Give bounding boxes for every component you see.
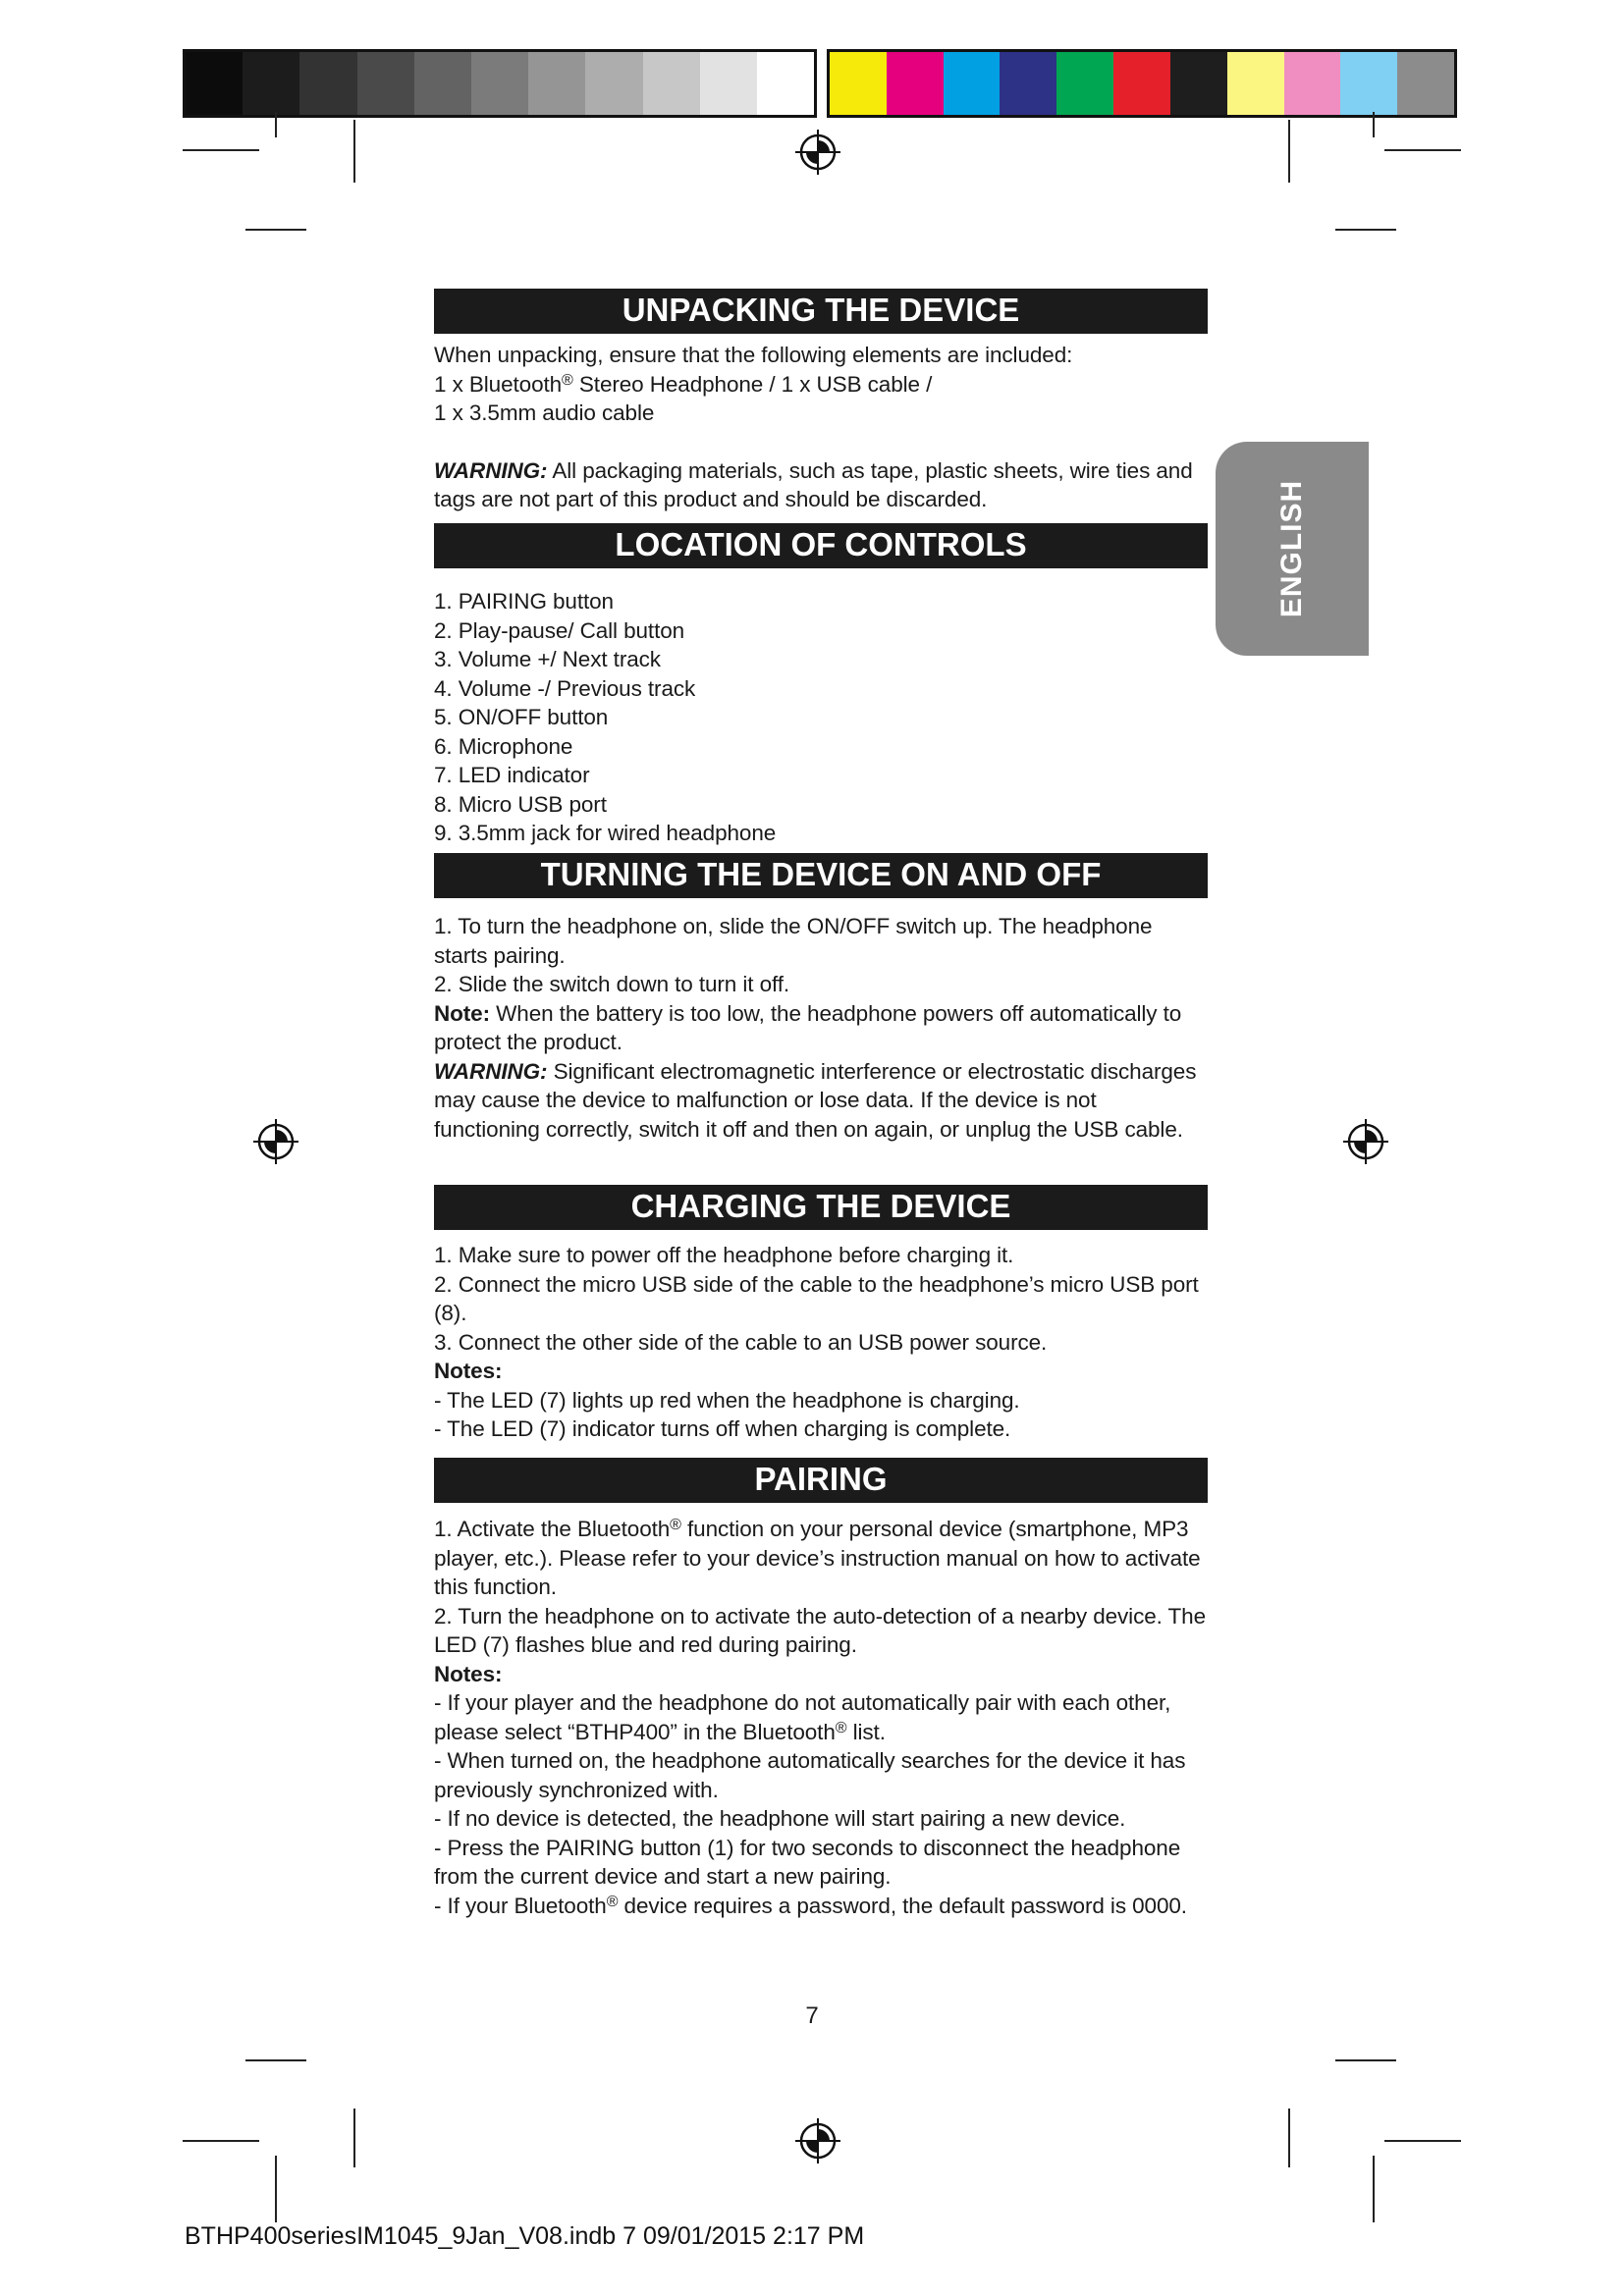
crop-mark — [1384, 149, 1461, 151]
list-item: 5. ON/OFF button — [434, 705, 609, 729]
color-swatch — [757, 52, 814, 115]
color-swatch — [1113, 52, 1170, 115]
crop-mark — [245, 229, 306, 231]
list-item: 4. Volume -/ Previous track — [434, 675, 696, 701]
color-swatch — [414, 52, 471, 115]
color-swatch — [585, 52, 642, 115]
language-tab — [1216, 442, 1369, 656]
list-item: 1. PAIRING button — [434, 589, 614, 614]
crop-mark — [1373, 112, 1375, 137]
color-swatch — [887, 52, 944, 115]
color-swatch — [1340, 52, 1397, 115]
color-swatch — [1170, 52, 1227, 115]
registration-target-icon — [251, 1117, 300, 1166]
color-swatch — [1284, 52, 1341, 115]
process-color-bar — [827, 49, 1457, 118]
crop-mark — [183, 2140, 259, 2142]
color-swatch — [1227, 52, 1284, 115]
color-swatch — [243, 52, 299, 115]
pairing-notes-label: Notes: — [434, 1661, 503, 1686]
charging-note-1: - The LED (7) lights up red when the headphone is charging. — [434, 1387, 1020, 1413]
crop-mark — [275, 2156, 277, 2222]
crop-mark — [1384, 2140, 1461, 2142]
color-swatch — [357, 52, 414, 115]
charging-notes-label: Notes: — [434, 1359, 503, 1383]
unpacking-intro: When unpacking, ensure that the following elements are included: — [434, 343, 1073, 367]
color-swatch — [830, 52, 887, 115]
list-item: 3. Volume +/ Next track — [434, 647, 661, 671]
list-item: 8. Micro USB port — [434, 791, 607, 817]
controls-list — [434, 587, 1208, 848]
crop-mark — [1288, 2109, 1290, 2167]
language-tab-label: ENGLISH — [1275, 479, 1308, 618]
unpacking-line2: 1 x 3.5mm audio cable — [434, 400, 655, 425]
pairing-note-3: - If no device is detected, the headphone will start pairing a new device. — [434, 1806, 1126, 1831]
color-swatch — [944, 52, 1001, 115]
color-swatch — [700, 52, 757, 115]
crop-mark — [353, 2109, 355, 2167]
color-swatch — [186, 52, 243, 115]
pairing-note-5: - If your Bluetooth® device requires a password, the default password is 0000. — [434, 1893, 1187, 1918]
charging-step-1: 1. Make sure to power off the headphone before charging it. — [434, 1243, 1014, 1267]
unpacking-warning: WARNING: All packaging materials, such as tape, plastic sheets, wire ties and tags are not part of this product and should be discarded. — [434, 457, 1193, 511]
crop-mark — [245, 2059, 306, 2061]
charging-body — [434, 1241, 1208, 1444]
color-swatch — [643, 52, 700, 115]
power-body — [434, 912, 1208, 1144]
section-header-pairing: PAIRING — [434, 1458, 1208, 1503]
charging-step-2: 2. Connect the micro USB side of the cable to the headphone’s micro USB port (8). — [434, 1271, 1199, 1325]
pairing-step-2: 2. Turn the headphone on to activate the auto-detection of a nearby device. The LED (7) flashes blue and red during pairing. — [434, 1603, 1206, 1657]
list-item: 2. Play-pause/ Call button — [434, 617, 685, 643]
color-swatch — [528, 52, 585, 115]
grayscale-color-bar — [183, 49, 817, 118]
pairing-body — [434, 1515, 1208, 1920]
crop-mark — [275, 112, 277, 137]
color-swatch — [471, 52, 528, 115]
crop-mark — [1335, 2059, 1396, 2061]
color-swatch — [1397, 52, 1454, 115]
crop-mark — [183, 149, 259, 151]
section-header-charging: CHARGING THE DEVICE — [434, 1185, 1208, 1230]
unpacking-line1: 1 x Bluetooth® Stereo Headphone / 1 x USB cable / — [434, 371, 933, 397]
crop-mark — [1288, 120, 1290, 183]
pairing-note-2: - When turned on, the headphone automatically searches for the device it has previously synchronized with. — [434, 1748, 1186, 1802]
crop-mark — [353, 120, 355, 183]
pairing-note-1: - If your player and the headphone do not automatically pair with each other, please select “BTHP400” in the Bluetooth® list. — [434, 1690, 1171, 1744]
color-swatch — [299, 52, 356, 115]
pairing-step-1: 1. Activate the Bluetooth® function on your personal device (smartphone, MP3 player, etc.). Please refer to your device’s instruction manual on how to activate this function. — [434, 1517, 1201, 1599]
list-item: 7. LED indicator — [434, 763, 590, 787]
power-note: Note: When the battery is too low, the headphone powers off automatically to protect the product. — [434, 1000, 1182, 1054]
power-step-1: 1. To turn the headphone on, slide the ON/OFF switch up. The headphone starts pairing. — [434, 914, 1153, 968]
crop-mark — [1335, 229, 1396, 231]
pairing-note-4: - Press the PAIRING button (1) for two seconds to disconnect the headphone from the current device and start a new pairing. — [434, 1835, 1181, 1889]
section-header-power: TURNING THE DEVICE ON AND OFF — [434, 853, 1208, 898]
print-slug: BTHP400seriesIM1045_9Jan_V08.indb 7 09/01/2015 2:17 PM — [185, 2222, 865, 2250]
registration-target-icon — [1341, 1117, 1390, 1166]
charging-step-3: 3. Connect the other side of the cable to an USB power source. — [434, 1329, 1048, 1355]
list-item: 9. 3.5mm jack for wired headphone — [434, 821, 777, 845]
color-swatch — [1000, 52, 1056, 115]
registration-target-icon — [793, 2116, 842, 2165]
power-warning: WARNING: Significant electromagnetic interference or electrostatic discharges may cause the device to malfunction or lose data. If the device is not functioning correctly, switch it off and then on again, or unplug the USB cable. — [434, 1058, 1197, 1142]
page-number: 7 — [805, 2002, 819, 2029]
unpacking-body — [434, 341, 1208, 514]
list-item: 6. Microphone — [434, 733, 573, 759]
power-step-2: 2. Slide the switch down to turn it off. — [434, 972, 790, 996]
color-swatch — [1056, 52, 1113, 115]
registration-target-icon — [793, 128, 842, 177]
section-header-unpacking: UNPACKING THE DEVICE — [434, 289, 1208, 334]
charging-note-2: - The LED (7) indicator turns off when charging is complete. — [434, 1416, 1011, 1441]
crop-mark — [1373, 2156, 1375, 2222]
section-header-controls: LOCATION OF CONTROLS — [434, 523, 1208, 568]
